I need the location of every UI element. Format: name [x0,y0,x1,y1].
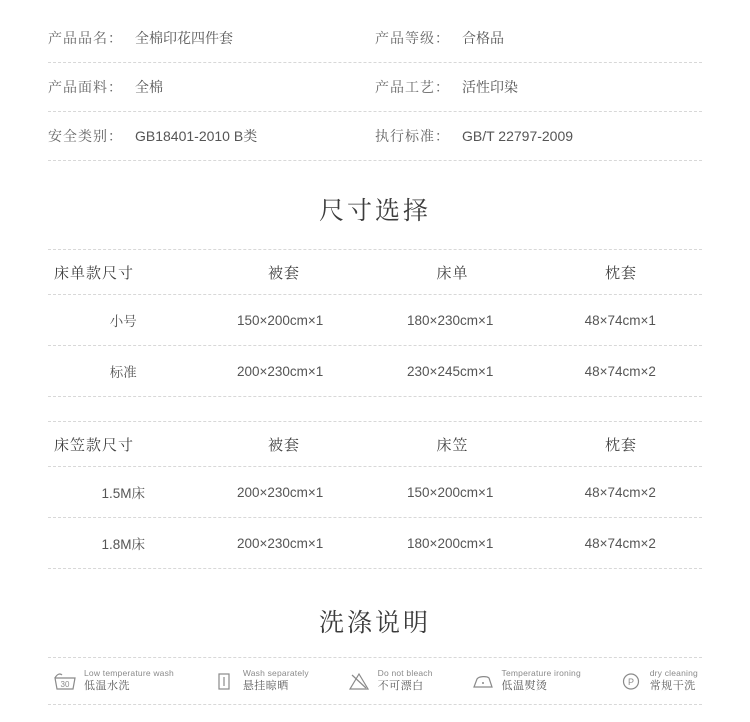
wash-tub-30-icon [52,668,78,694]
cell-fitted-sheet: 150×200cm×1 [407,484,494,500]
spec-label: 产品面料： [48,79,123,95]
wash-instructions [48,657,702,705]
wash-label-en: Wash separately [242,667,309,678]
cell-fitted-sheet: 180×200cm×1 [407,535,494,551]
svg-text:P: P [627,677,634,687]
wash-label-en: Low temperature wash [84,667,174,678]
table-header-row [48,421,702,467]
cell-bed-sheet: 180×230cm×1 [407,312,494,328]
spec-cell-grade [375,28,702,48]
wash-label-en: Temperature ironing [501,667,581,678]
wash-label [502,668,581,694]
spec-label: 产品品名： [48,30,123,46]
column-header: 被套 [268,264,301,282]
spec-cell-craft [375,77,702,97]
spec-row [48,14,702,63]
do-not-bleach-icon [346,668,372,694]
wash-item [470,668,581,694]
wash-label [378,668,433,694]
wash-item [618,668,698,694]
cell-quilt-cover: 200×230cm×1 [236,363,324,379]
size-table-bedsheet [0,249,750,397]
spec-cell-safety [48,126,375,146]
wash-section-title: 洗涤说明 [318,609,431,637]
row-label: 1.8M床 [101,537,145,552]
row-label: 1.5M床 [101,486,145,501]
wash-label [84,668,174,694]
spec-cell-fabric [48,77,375,97]
wash-item [346,668,433,694]
row-label: 标准 [109,365,137,380]
column-header: 床单款尺寸 [54,264,135,282]
wash-label-cn: 常规干洗 [649,680,696,693]
column-header: 床笠款尺寸 [54,436,135,454]
spec-value: 合格品 [462,30,504,46]
product-spec-table [0,0,750,161]
spec-label: 产品工艺： [375,79,450,95]
column-header: 被套 [268,436,301,454]
column-header: 枕套 [604,264,637,282]
row-label: 小号 [109,314,137,329]
spec-value: 全棉印花四件套 [135,30,233,46]
spec-value: 全棉 [135,79,163,95]
cell-pillowcase: 48×74cm×2 [584,484,656,500]
table-spacer [0,397,750,421]
wash-label-cn: 低温水洗 [84,680,130,693]
wash-label-cn: 低温熨烫 [501,680,548,693]
wash-item [211,668,309,694]
cell-pillowcase: 48×74cm×1 [584,312,656,328]
wash-label-cn: 悬挂晾晒 [242,680,289,693]
wash-item [52,668,174,694]
size-section-title: 尺寸选择 [318,197,431,225]
cell-quilt-cover: 150×200cm×1 [236,312,324,328]
column-header: 枕套 [604,436,637,454]
spec-label: 安全类别： [48,128,123,144]
wash-separately-icon [211,668,237,694]
spec-row [48,63,702,112]
size-table-fittedsheet [0,421,750,569]
spec-label: 执行标准： [375,128,450,144]
wash-label [650,668,698,694]
spec-cell-name [48,28,375,48]
wash-label-cn: 不可漂白 [377,680,424,693]
spec-value: 活性印染 [462,79,518,95]
wash-label-en: dry cleaning [649,667,698,678]
wash-label-en: Do not bleach [377,667,433,678]
column-header: 床笠 [436,436,469,454]
spec-cell-standard [375,126,702,146]
temperature-ironing-icon [470,668,496,694]
table-row [48,295,702,346]
table-row [48,518,702,569]
cell-pillowcase: 48×74cm×2 [584,535,656,551]
spec-label: 产品等级： [375,30,450,46]
spec-value: GB/T 22797-2009 [462,128,574,144]
cell-quilt-cover: 200×230cm×1 [236,484,324,500]
svg-text:30: 30 [60,680,70,689]
wash-label [243,668,309,694]
spec-row [48,112,702,161]
spec-value: GB18401-2010 B类 [135,128,258,144]
cell-quilt-cover: 200×230cm×1 [236,535,324,551]
cell-bed-sheet: 230×245cm×1 [407,363,494,379]
table-row [48,467,702,518]
dry-cleaning-icon [618,668,644,694]
cell-pillowcase: 48×74cm×2 [584,363,656,379]
table-row [48,346,702,397]
column-header: 床单 [436,264,469,282]
table-header-row [48,249,702,295]
